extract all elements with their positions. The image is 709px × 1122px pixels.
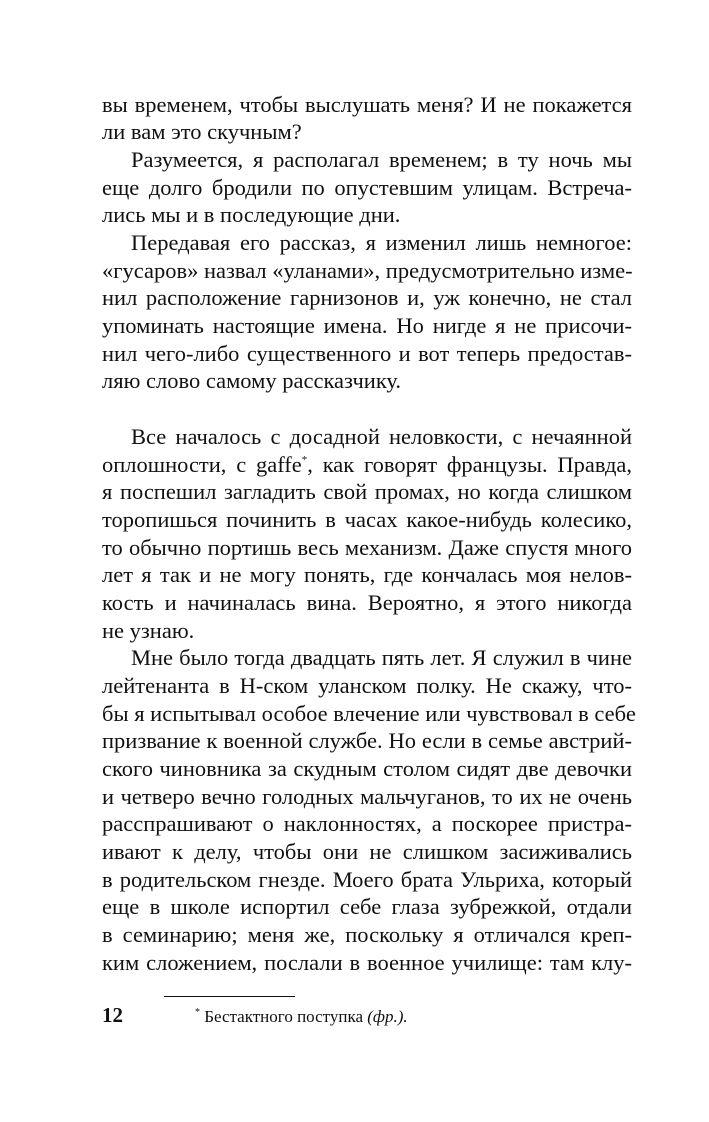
text-line: призвание к военной службе. Но если в семье австрий- <box>102 728 632 753</box>
text-line: не узнаю. <box>102 618 195 643</box>
text-line: и четверо вечно голодных мальчуганов, то их не очень <box>102 784 632 809</box>
text-line: кость и начиналась вина. Вероятно, я этого никогда <box>102 590 632 615</box>
text-line: ли вам это скучным? <box>102 119 302 144</box>
text-line: еще долго бродили по опустевшим улицам. Встреча- <box>102 175 632 200</box>
text-line: расспрашивают о наклонностях, а поскорее пристра- <box>102 811 632 836</box>
text-line: Разумеется, я располагал временем; в ту ночь мы <box>131 147 632 172</box>
text-line: лет я так и не могу понять, где кончалась моя нелов- <box>102 562 632 587</box>
text-line: ского чиновника за скудным столом сидят две девочки <box>102 756 632 781</box>
text-line: лейтенанта в Н-ском уланском полку. Не скажу, что- <box>102 673 632 698</box>
footnote-marker: * <box>195 1007 200 1018</box>
text-line: торопишься починить в часах какое-нибудь колесико, <box>102 507 632 532</box>
text-line: ким сложением, послали в военное училище: там клу- <box>102 950 632 975</box>
text-line: Передавая его рассказ, я изменил лишь немногое: <box>131 230 632 255</box>
text-line: ляю слово самому рассказчику. <box>102 368 402 393</box>
text-line: в родительском гнезде. Моего брата Ульриха, который <box>102 867 632 892</box>
text-line: лись мы и в последующие дни. <box>102 202 401 227</box>
text-line <box>102 451 632 478</box>
page-number: 12 <box>102 1003 123 1027</box>
text-line: Все началось с досадной неловкости, с нечаянной <box>131 424 632 449</box>
text-line: вы временем, чтобы выслушать меня? И не покажется <box>102 92 632 117</box>
foreign-word: gaffe <box>255 452 302 477</box>
footnote-language-note: (фр.). <box>367 1007 408 1026</box>
footnote-marker: * <box>301 454 308 466</box>
footnote-text: Бестактного поступка <box>204 1007 368 1026</box>
text-line: то обычно портишь весь механизм. Даже спустя много <box>102 535 632 560</box>
text-line: упоминать настоящие имена. Но нигде я не присочи- <box>102 313 632 338</box>
text-line: я поспешил загладить свой промах, но когда слишком <box>102 479 632 504</box>
footnote-divider <box>164 996 295 997</box>
text-span: оплошности, с <box>102 452 256 477</box>
footnote <box>195 1007 408 1027</box>
text-span: , как говорят французы. Правда, <box>307 452 633 477</box>
text-line: «гусаров» назвал «уланами», предусмотрительно изме- <box>102 258 633 283</box>
text-line: Мне было тогда двадцать пять лет. Я служил в чине <box>131 645 632 670</box>
text-line: нил чего-либо существенного и вот теперь предостав- <box>102 341 632 366</box>
text-line: в семинарию; меня же, поскольку я отличался креп- <box>102 922 632 947</box>
text-line: бы я испытывал особое влечение или чувствовал в себе <box>102 701 636 726</box>
text-line: ивают к делу, чтобы они не слишком засиживались <box>102 839 632 864</box>
text-line: еще в школе испортил себе глаза зубрежкой, отдали <box>102 894 632 919</box>
text-line: нил расположение гарнизонов и, уж конечно, не стал <box>102 285 632 310</box>
